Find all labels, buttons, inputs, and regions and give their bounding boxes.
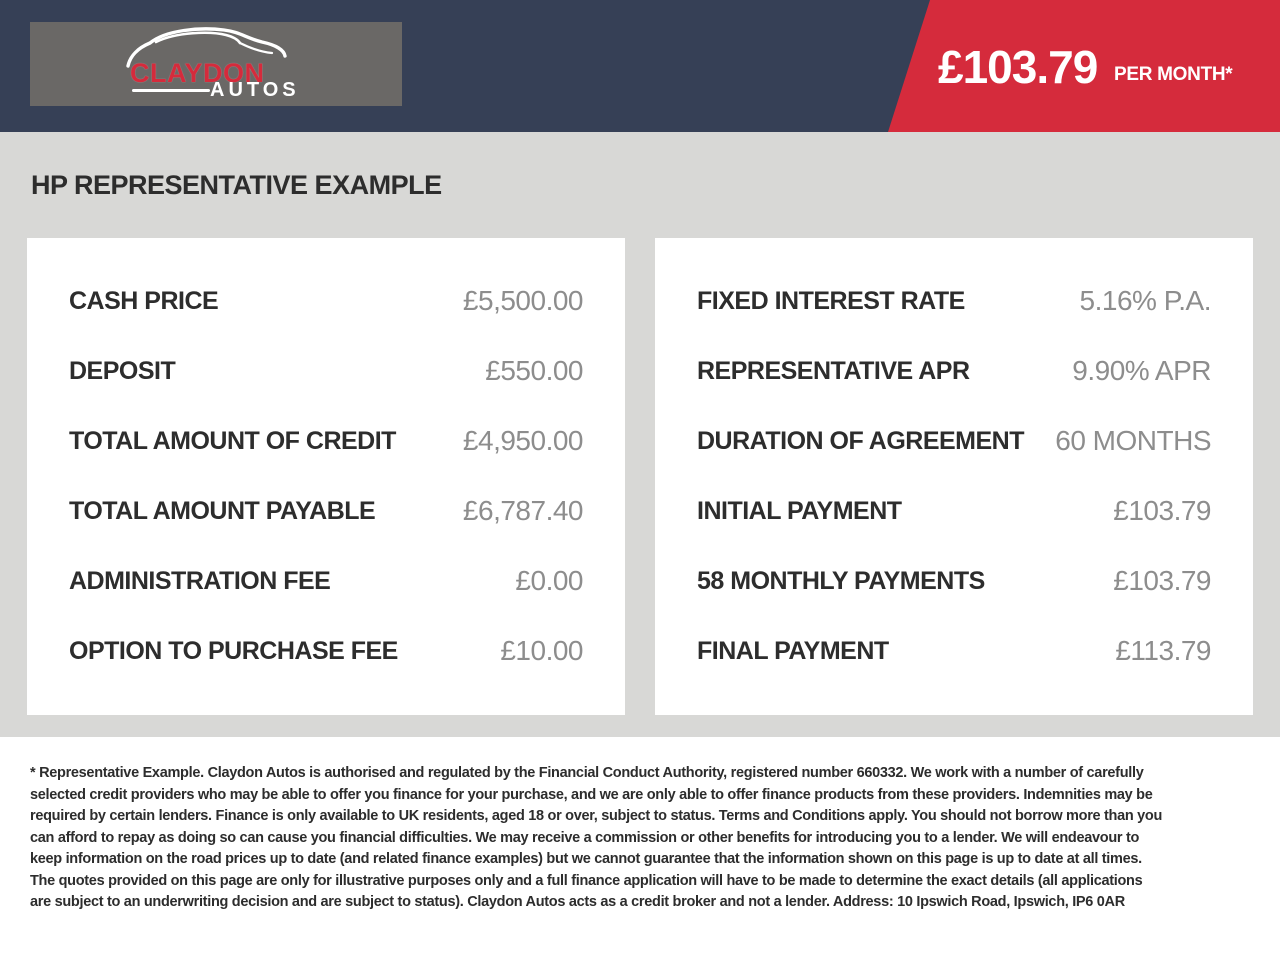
table-row (697, 476, 1211, 546)
brand-underline (132, 89, 210, 92)
row-value: 60 MONTHS (1055, 425, 1211, 456)
row-value: £5,500.00 (462, 285, 583, 316)
table-row (697, 406, 1211, 476)
dealer-logo (30, 22, 402, 106)
table-row (697, 266, 1211, 336)
row-label: ADMINISTRATION FEE (69, 566, 331, 595)
monthly-price: £103.79 (938, 41, 1098, 93)
table-row (69, 336, 583, 406)
table-row (69, 616, 583, 686)
row-value: £550.00 (485, 355, 583, 386)
row-label: REPRESENTATIVE APR (697, 356, 970, 385)
finance-panel-left (27, 238, 625, 715)
row-label: DEPOSIT (69, 356, 176, 385)
row-value: £103.79 (1113, 565, 1211, 596)
row-label: OPTION TO PURCHASE FEE (69, 636, 398, 665)
footer (0, 737, 1280, 960)
monthly-price-suffix: PER MONTH* (1114, 64, 1233, 85)
row-label: FINAL PAYMENT (697, 636, 889, 665)
content-area (0, 132, 1280, 737)
row-value: 9.90% APR (1072, 355, 1211, 386)
row-value: £4,950.00 (462, 425, 583, 456)
table-row (69, 476, 583, 546)
table-row (697, 336, 1211, 406)
brand-subtitle: AUTOS (210, 79, 300, 101)
brand-name: CLAYDON (130, 58, 265, 88)
header (0, 0, 1280, 132)
row-label: CASH PRICE (69, 286, 219, 315)
row-value: £10.00 (500, 635, 583, 666)
table-row (69, 266, 583, 336)
finance-panel-right (655, 238, 1253, 715)
row-label: 58 MONTHLY PAYMENTS (697, 566, 985, 595)
row-value: £0.00 (515, 565, 583, 596)
row-label: FIXED INTEREST RATE (697, 286, 965, 315)
row-label: DURATION OF AGREEMENT (697, 426, 1024, 455)
disclaimer-text: * Representative Example. Claydon Autos is authorised and regulated by the Financial Conduct Authority, registered number 660332. We work with a number of carefully selected credit providers who may be able to offer you finance for your purchase, and we are only able to offer finance products from these providers. Indemnities may be required by certain lenders. Finance is only available to UK residents, aged 18 or over, subject to status. Terms and Conditions apply. You should not borrow more than you can afford to repay as doing so can cause you financial difficulties. We may receive a commission or other benefits for introducing you to a lender. We will endeavour to keep information on the road prices up to date (and related finance examples) but we cannot guarantee that the information shown on this page is up to date at all times. The quotes provided on this page are only for illustrative purposes only and a full finance application will have to be made to determine the exact details (all applications are subject to an underwriting decision and are subject to status). Claydon Autos acts as a credit broker and not a lender. Address: 10 Ipswich Road, Ipswich, IP6 0AR (30, 765, 1163, 910)
row-value: £6,787.40 (462, 495, 583, 526)
table-row (697, 546, 1211, 616)
row-value: £103.79 (1113, 495, 1211, 526)
row-label: TOTAL AMOUNT OF CREDIT (69, 426, 396, 455)
row-value: £113.79 (1115, 635, 1211, 666)
table-row (697, 616, 1211, 686)
row-value: 5.16% P.A. (1079, 285, 1211, 316)
row-label: INITIAL PAYMENT (697, 496, 902, 525)
row-label: TOTAL AMOUNT PAYABLE (69, 496, 376, 525)
table-row (69, 546, 583, 616)
table-row (69, 406, 583, 476)
page-title: HP REPRESENTATIVE EXAMPLE (31, 170, 442, 200)
